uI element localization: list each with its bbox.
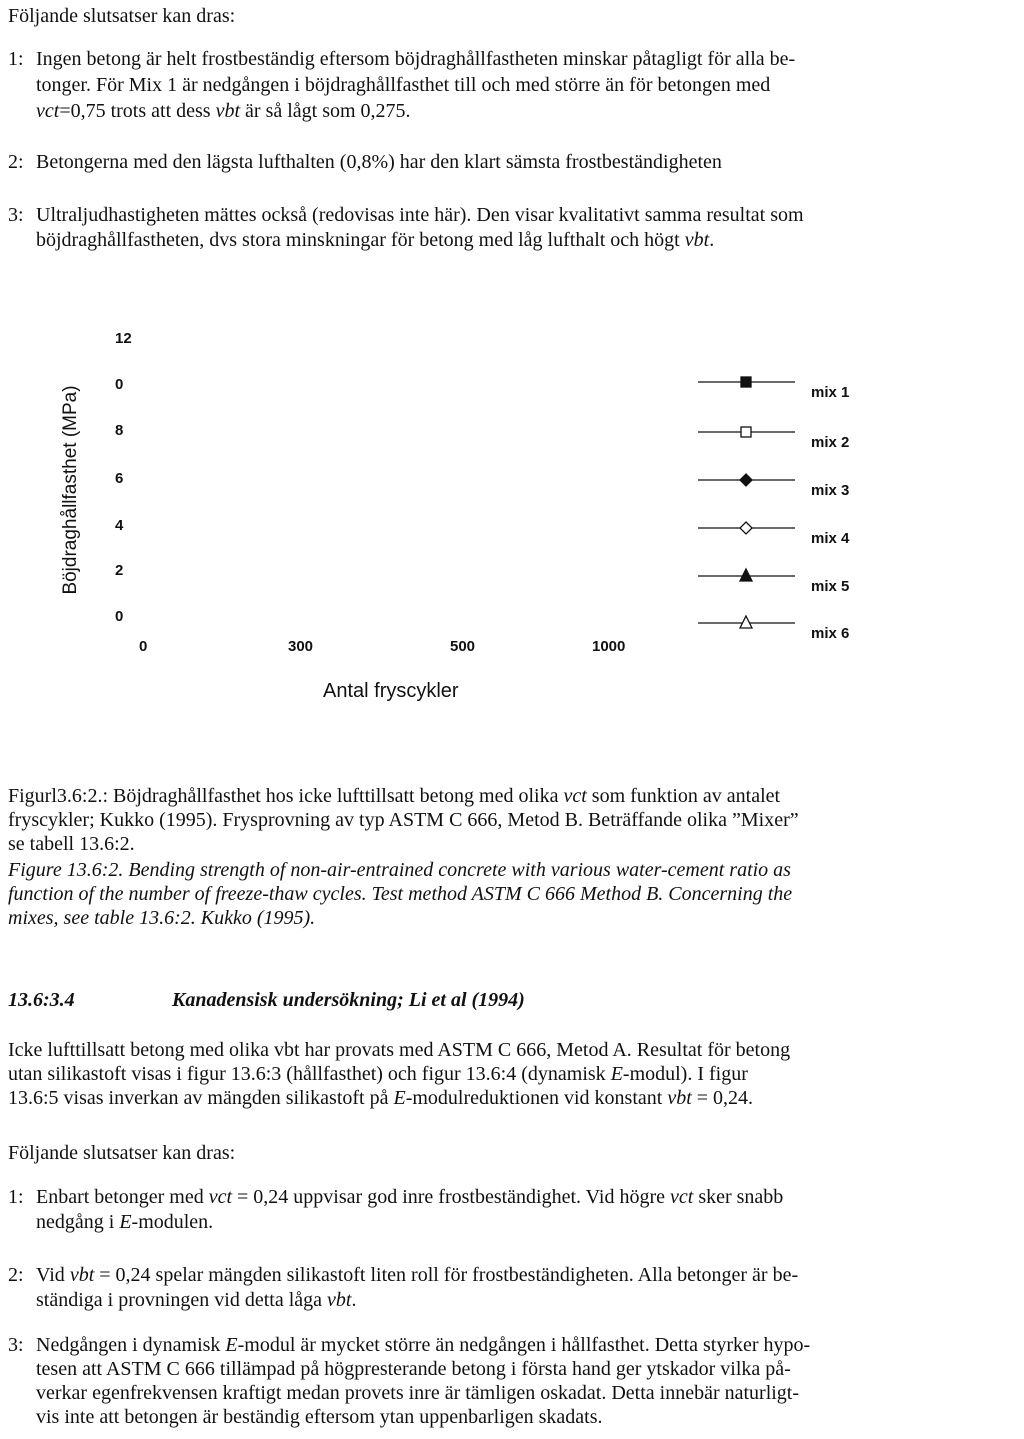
x-tick-label: 0 xyxy=(139,638,148,655)
legend-marker-triangle-open xyxy=(740,616,752,628)
legend-label: mix 1 xyxy=(811,384,850,401)
item-line: ständiga i provningen vid detta låga vbt. xyxy=(36,1289,357,1311)
figure-caption xyxy=(8,784,1024,934)
paragraph-line: Icke lufttillsatt betong med olika vbt har provats med ASTM C 666, Metod A. Resultat för betong xyxy=(8,1039,791,1061)
item-line: Enbart betonger med vct = 0,24 uppvisar god inre frostbeständighet. Vid högre vct sker snabb xyxy=(36,1186,784,1208)
item-line: Ultraljudhastigheten mättes också (redovisas inte här). Den visar kvalitativt samma resultat som xyxy=(36,204,804,226)
legend-marker-triangle-filled xyxy=(740,569,752,581)
x-tick-label: 500 xyxy=(450,638,476,655)
item-line: böjdraghållfastheten, dvs stora minskningar för betong med låg lufthalt och högt vbt. xyxy=(36,229,715,251)
legend-label: mix 3 xyxy=(811,482,850,499)
item-line: vct=0,75 trots att dess vbt är så lågt som 0,275. xyxy=(36,100,411,122)
x-tick-label: 1000 xyxy=(592,638,626,655)
conclusion-list-b xyxy=(8,1185,1024,1435)
item-line: tesen att ASTM C 666 tillämpad på högpresterande betong i första hand ger ytskador vilka på- xyxy=(36,1358,791,1380)
y-axis-label: Böjdraghållfasthet (MPa) xyxy=(60,385,81,595)
item-line: Nedgången i dynamisk E-modul är mycket större än nedgången i hållfasthet. Detta styrker hypo- xyxy=(36,1334,811,1356)
caption-en-line: Figure 13.6:2. Bending strength of non-air-entrained concrete with various water-cement ratio as xyxy=(8,859,791,881)
section-number: 13.6:3.4 xyxy=(8,989,75,1011)
item-number: 3: xyxy=(8,204,24,226)
item-number: 3: xyxy=(8,1334,24,1356)
conclusions-intro-b: Följande slutsatser kan dras: xyxy=(8,1142,236,1164)
conclusion-list-a xyxy=(8,47,1024,257)
y-tick-label: 4 xyxy=(115,517,124,534)
conclusions-intro-a: Följande slutsatser kan dras: xyxy=(8,5,236,27)
legend-marker-square-open xyxy=(741,427,751,437)
item-number: 2: xyxy=(8,151,24,173)
legend-marker-diamond-filled xyxy=(740,474,752,486)
caption-label: Figurl3.6:2.: xyxy=(8,785,109,807)
caption-sv-line: Figurl3.6:2.: Böjdraghållfasthet hos icke lufttillsatt betong med olika vct som funktion av antalet xyxy=(8,785,781,807)
caption-sv-line: se tabell 13.6:2. xyxy=(8,833,135,855)
legend-marker-square-filled xyxy=(741,377,751,387)
caption-en-line: function of the number of freeze-thaw cycles. Test method ASTM C 666 Method B. Concerning the xyxy=(8,883,793,905)
item-number: 1: xyxy=(8,48,24,70)
y-tick-label: 12 xyxy=(115,330,132,347)
paragraph-line: 13.6:5 visas inverkan av mängden silikastoft på E-modulreduktionen vid konstant vbt = 0,24. xyxy=(8,1087,754,1109)
legend-label: mix 2 xyxy=(811,434,850,451)
chart-svg xyxy=(0,310,1024,710)
y-tick-label: 6 xyxy=(115,470,124,487)
y-tick-label: 0 xyxy=(115,376,124,393)
x-axis-label: Antal fryscykler xyxy=(323,680,459,702)
item-line: nedgång i E-modulen. xyxy=(36,1211,214,1233)
y-tick-label: 2 xyxy=(115,562,124,579)
item-number: 1: xyxy=(8,1186,24,1208)
legend-label: mix 6 xyxy=(811,625,850,642)
legend-label: mix 4 xyxy=(811,530,850,547)
item-line: tonger. För Mix 1 är nedgången i böjdraghållfasthet till och med större än för betongen med xyxy=(36,74,771,96)
legend-label: mix 5 xyxy=(811,578,850,595)
item-number: 2: xyxy=(8,1264,24,1286)
section-title: Kanadensisk undersökning; Li et al (1994) xyxy=(172,989,525,1011)
paragraph-line: utan silikastoft visas i figur 13.6:3 (hållfasthet) och figur 13.6:4 (dynamisk E-modul). I figur xyxy=(8,1063,748,1085)
y-tick-label: 8 xyxy=(115,422,124,439)
item-line: Betongerna med den lägsta lufthalten (0,8%) har den klart sämsta frostbeständigheten xyxy=(36,151,722,173)
item-line: Ingen betong är helt frostbeständig eftersom böjdraghållfastheten minskar påtagligt för alla be- xyxy=(36,48,796,70)
x-tick-label: 300 xyxy=(288,638,314,655)
body-paragraph xyxy=(8,1038,1024,1118)
caption-en-line: mixes, see table 13.6:2. Kukko (1995). xyxy=(8,907,316,929)
figure-chart xyxy=(0,310,1024,710)
caption-sv-line: fryscykler; Kukko (1995). Frysprovning av typ ASTM C 666, Metod B. Beträffande olika ”Mixer” xyxy=(8,809,799,831)
item-line: vis inte att betongen är beständig eftersom ytan uppenbarligen skadats. xyxy=(36,1406,603,1428)
item-line: verkar egenfrekvensen kraftigt medan provets inre är tämligen oskadat. Detta innebär naturligt- xyxy=(36,1382,800,1404)
y-tick-label: 0 xyxy=(115,608,124,625)
item-line: Vid vbt = 0,24 spelar mängden silikastoft liten roll för frostbeständigheten. Alla betonger är be- xyxy=(36,1264,799,1286)
legend-marker-diamond-open xyxy=(740,522,752,534)
